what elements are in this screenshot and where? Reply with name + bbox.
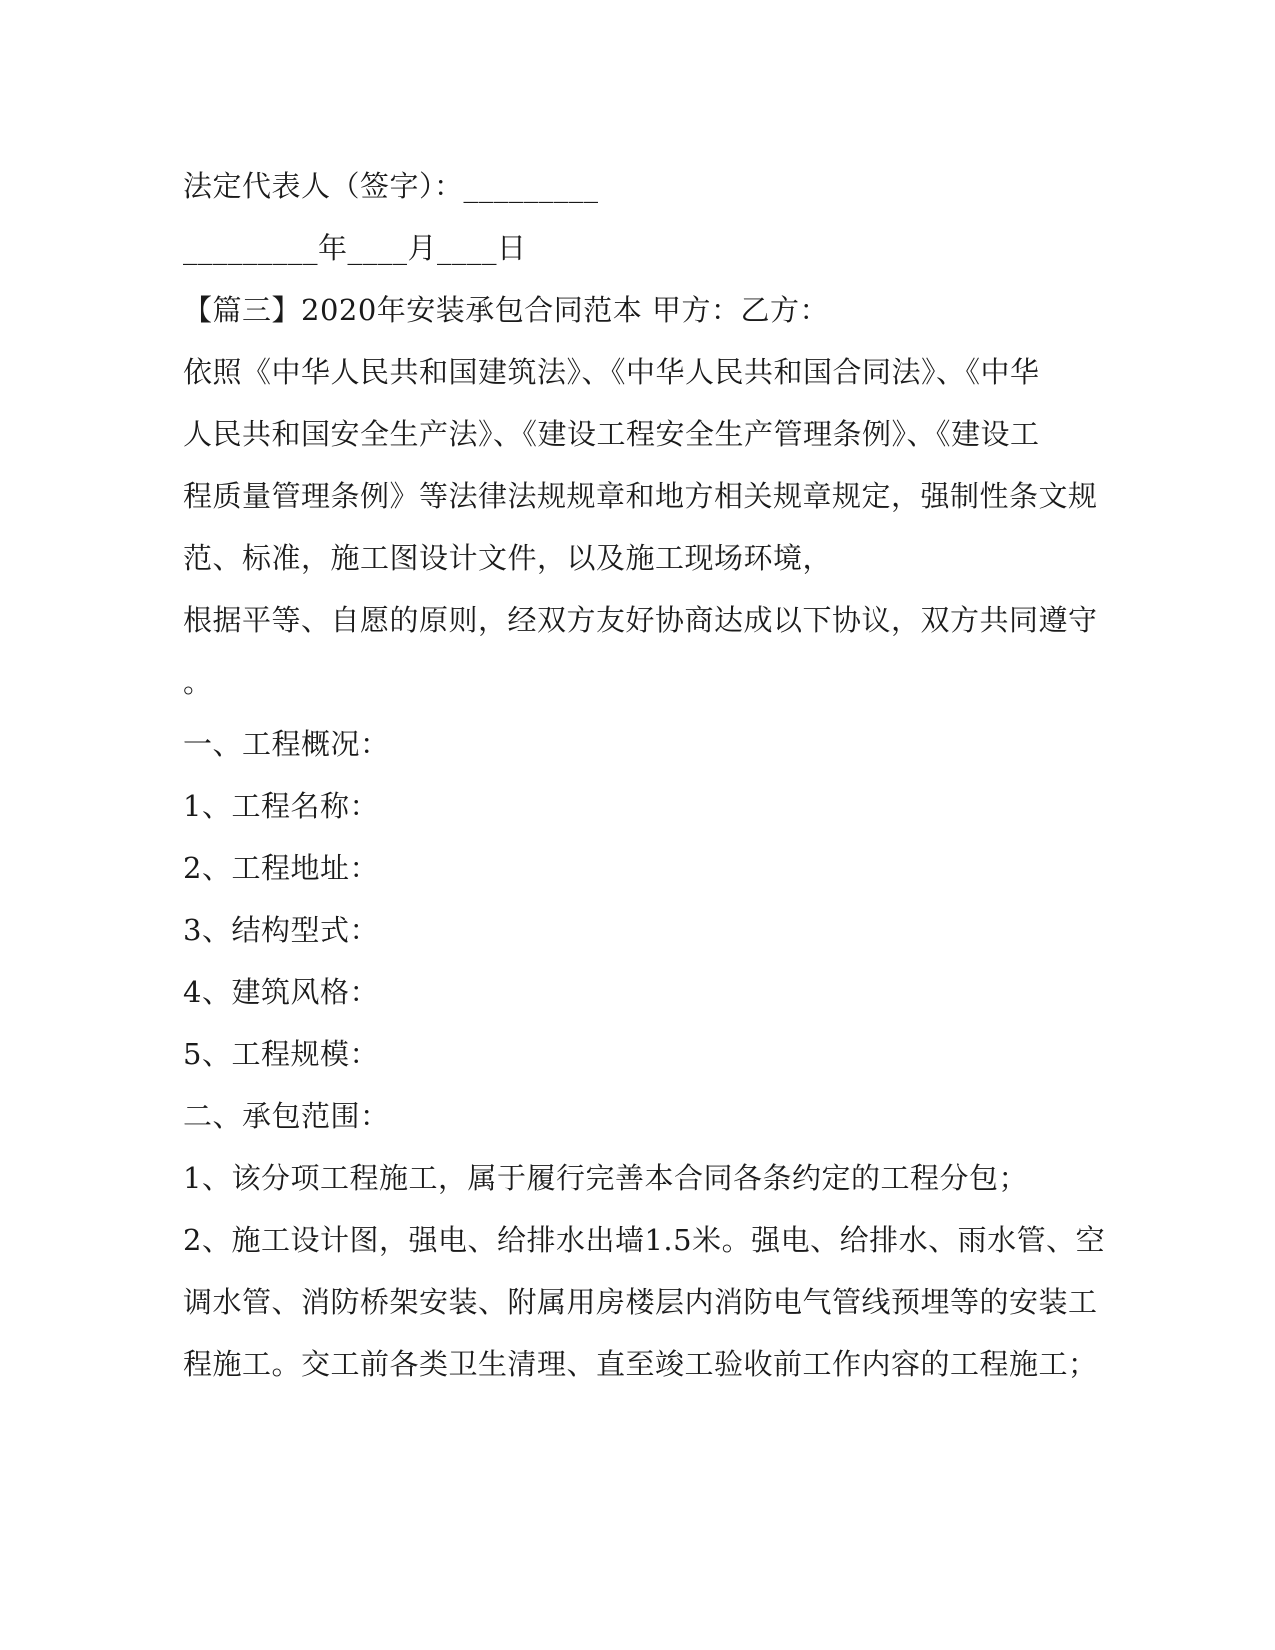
list-item: 1、工程名称： bbox=[183, 789, 379, 823]
list-item: 5、工程规模： bbox=[183, 1037, 379, 1071]
list-item: 3、结构型式： bbox=[183, 913, 379, 947]
paragraph-line: 程施工。交工前各类卫生清理、直至竣工验收前工作内容的工程施工； bbox=[183, 1347, 1098, 1381]
list-item: 1、该分项工程施工，属于履行完善本合同各条约定的工程分包； bbox=[183, 1161, 1028, 1195]
list-item: 2、施工设计图，强电、给排水出墙1.5米。强电、给排水、雨水管、空 bbox=[183, 1223, 1106, 1257]
paragraph-line: 程质量管理条例》等法律法规规章和地方相关规章规定，强制性条文规 bbox=[183, 479, 1098, 513]
paragraph-line: 调水管、消防桥架安装、附属用房楼层内消防电气管线预埋等的安装工 bbox=[183, 1285, 1098, 1319]
signature-line: 法定代表人（签字）：_________ bbox=[183, 169, 599, 203]
paragraph-line: 范、标准，施工图设计文件，以及施工现场环境， bbox=[183, 541, 833, 575]
heading-line: 二、承包范围： bbox=[183, 1099, 390, 1133]
paragraph-line: 依照《中华人民共和国建筑法》、《中华人民共和国合同法》、《中华 bbox=[183, 355, 1040, 389]
paragraph-line: 人民共和国安全生产法》、《建设工程安全生产管理条例》、《建设工 bbox=[183, 417, 1040, 451]
section-title: 【篇三】2020年安装承包合同范本 甲方：乙方： bbox=[183, 293, 830, 327]
date-line: _________年____月____日 bbox=[183, 231, 527, 265]
list-item: 4、建筑风格： bbox=[183, 975, 379, 1009]
list-item: 2、工程地址： bbox=[183, 851, 379, 885]
paragraph-line: 根据平等、自愿的原则，经双方友好协商达成以下协议，双方共同遵守 bbox=[183, 603, 1098, 637]
heading-line: 一、工程概况： bbox=[183, 727, 390, 761]
paragraph-line: 。 bbox=[183, 665, 213, 699]
